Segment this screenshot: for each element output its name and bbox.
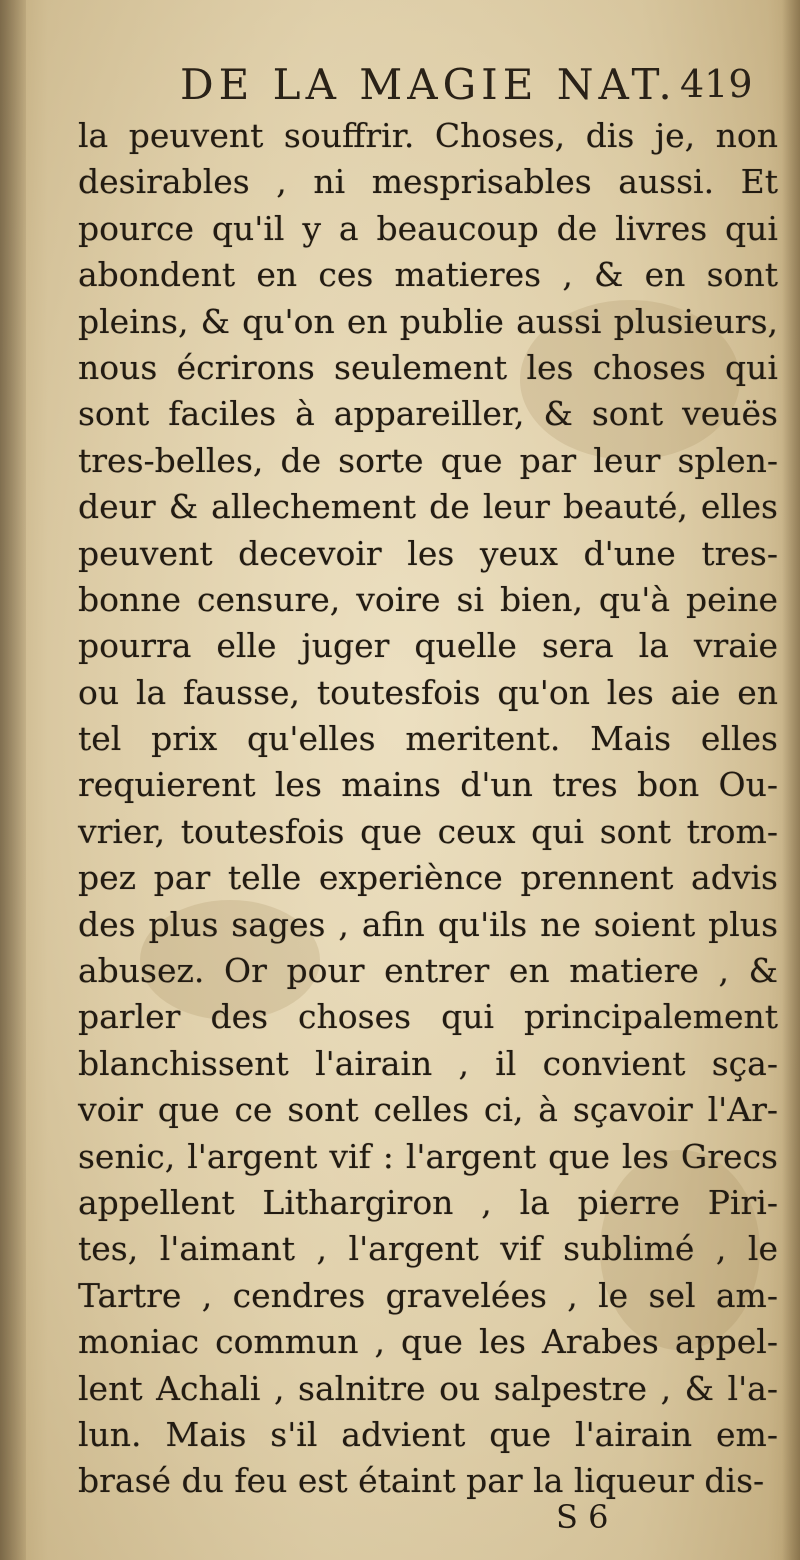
text-line: lent Achali , salnitre ou salpestre , & l'a-	[78, 1368, 778, 1408]
running-title: DE LA MAGIE NAT.	[180, 60, 677, 109]
text-line: brasé du feu est étaint par la liqueur dis-	[78, 1461, 765, 1501]
text-line: requierent les mains d'un tres bon Ou-	[78, 765, 778, 805]
body-text	[78, 113, 778, 1505]
text-line: pleins, & qu'on en publie aussi plusieurs,	[78, 301, 778, 341]
text-line: tel prix qu'elles meritent. Mais elles	[78, 719, 778, 759]
text-line: blanchissent l'airain , il convient sça-	[78, 1043, 778, 1083]
text-line: appellent Lithargiron , la pierre Piri-	[78, 1182, 778, 1222]
text-line: desirables , ni mesprisables aussi. Et	[78, 162, 778, 202]
text-line: pource qu'il y a beaucoup de livres qui	[78, 208, 778, 248]
text-line: lun. Mais s'il advient que l'airain em-	[78, 1414, 778, 1454]
text-line: deur & allechement de leur beauté, elles	[78, 487, 778, 527]
text-line: pourra elle juger quelle sera la vraie	[78, 626, 778, 666]
signature-mark: S 6	[556, 1498, 609, 1536]
text-line: moniac commun , que les Arabes appel-	[78, 1322, 778, 1362]
page-number: 419	[680, 62, 753, 106]
text-line: pez par telle experiènce prennent advis	[78, 858, 778, 898]
page-gutter-shadow	[0, 0, 26, 1560]
text-line: nous écrirons seulement les choses qui	[78, 347, 778, 387]
text-line: sont faciles à appareiller, & sont veuës	[78, 394, 778, 434]
page-edge-shadow	[782, 0, 800, 1560]
text-line: parler des choses qui principalement	[78, 997, 778, 1037]
text-line: la peuvent souffrir. Choses, dis je, non	[78, 116, 778, 155]
text-line: Tartre , cendres gravelées , le sel am-	[78, 1275, 778, 1315]
text-line: bonne censure, voire si bien, qu'à peine	[78, 579, 778, 619]
text-line: abondent en ces matieres , & en sont	[78, 255, 778, 295]
text-line: ou la fausse, toutesfois qu'on les aie en	[78, 672, 778, 712]
page-header	[0, 52, 800, 112]
text-line: vrier, toutesfois que ceux qui sont trom-	[78, 811, 778, 851]
text-line: senic, l'argent vif : l'argent que les Grecs	[78, 1136, 778, 1176]
text-line: abusez. Or pour entrer en matiere , &	[78, 951, 778, 991]
text-line: tes, l'aimant , l'argent vif sublimé , le	[78, 1229, 778, 1269]
text-line: tres-belles, de sorte que par leur splen-	[78, 440, 778, 480]
text-line: voir que ce sont celles ci, à sçavoir l'Ar-	[78, 1090, 778, 1130]
text-line: des plus sages , afin qu'ils ne soient plus	[78, 904, 778, 944]
text-line: peuvent decevoir les yeux d'une tres-	[78, 533, 778, 573]
